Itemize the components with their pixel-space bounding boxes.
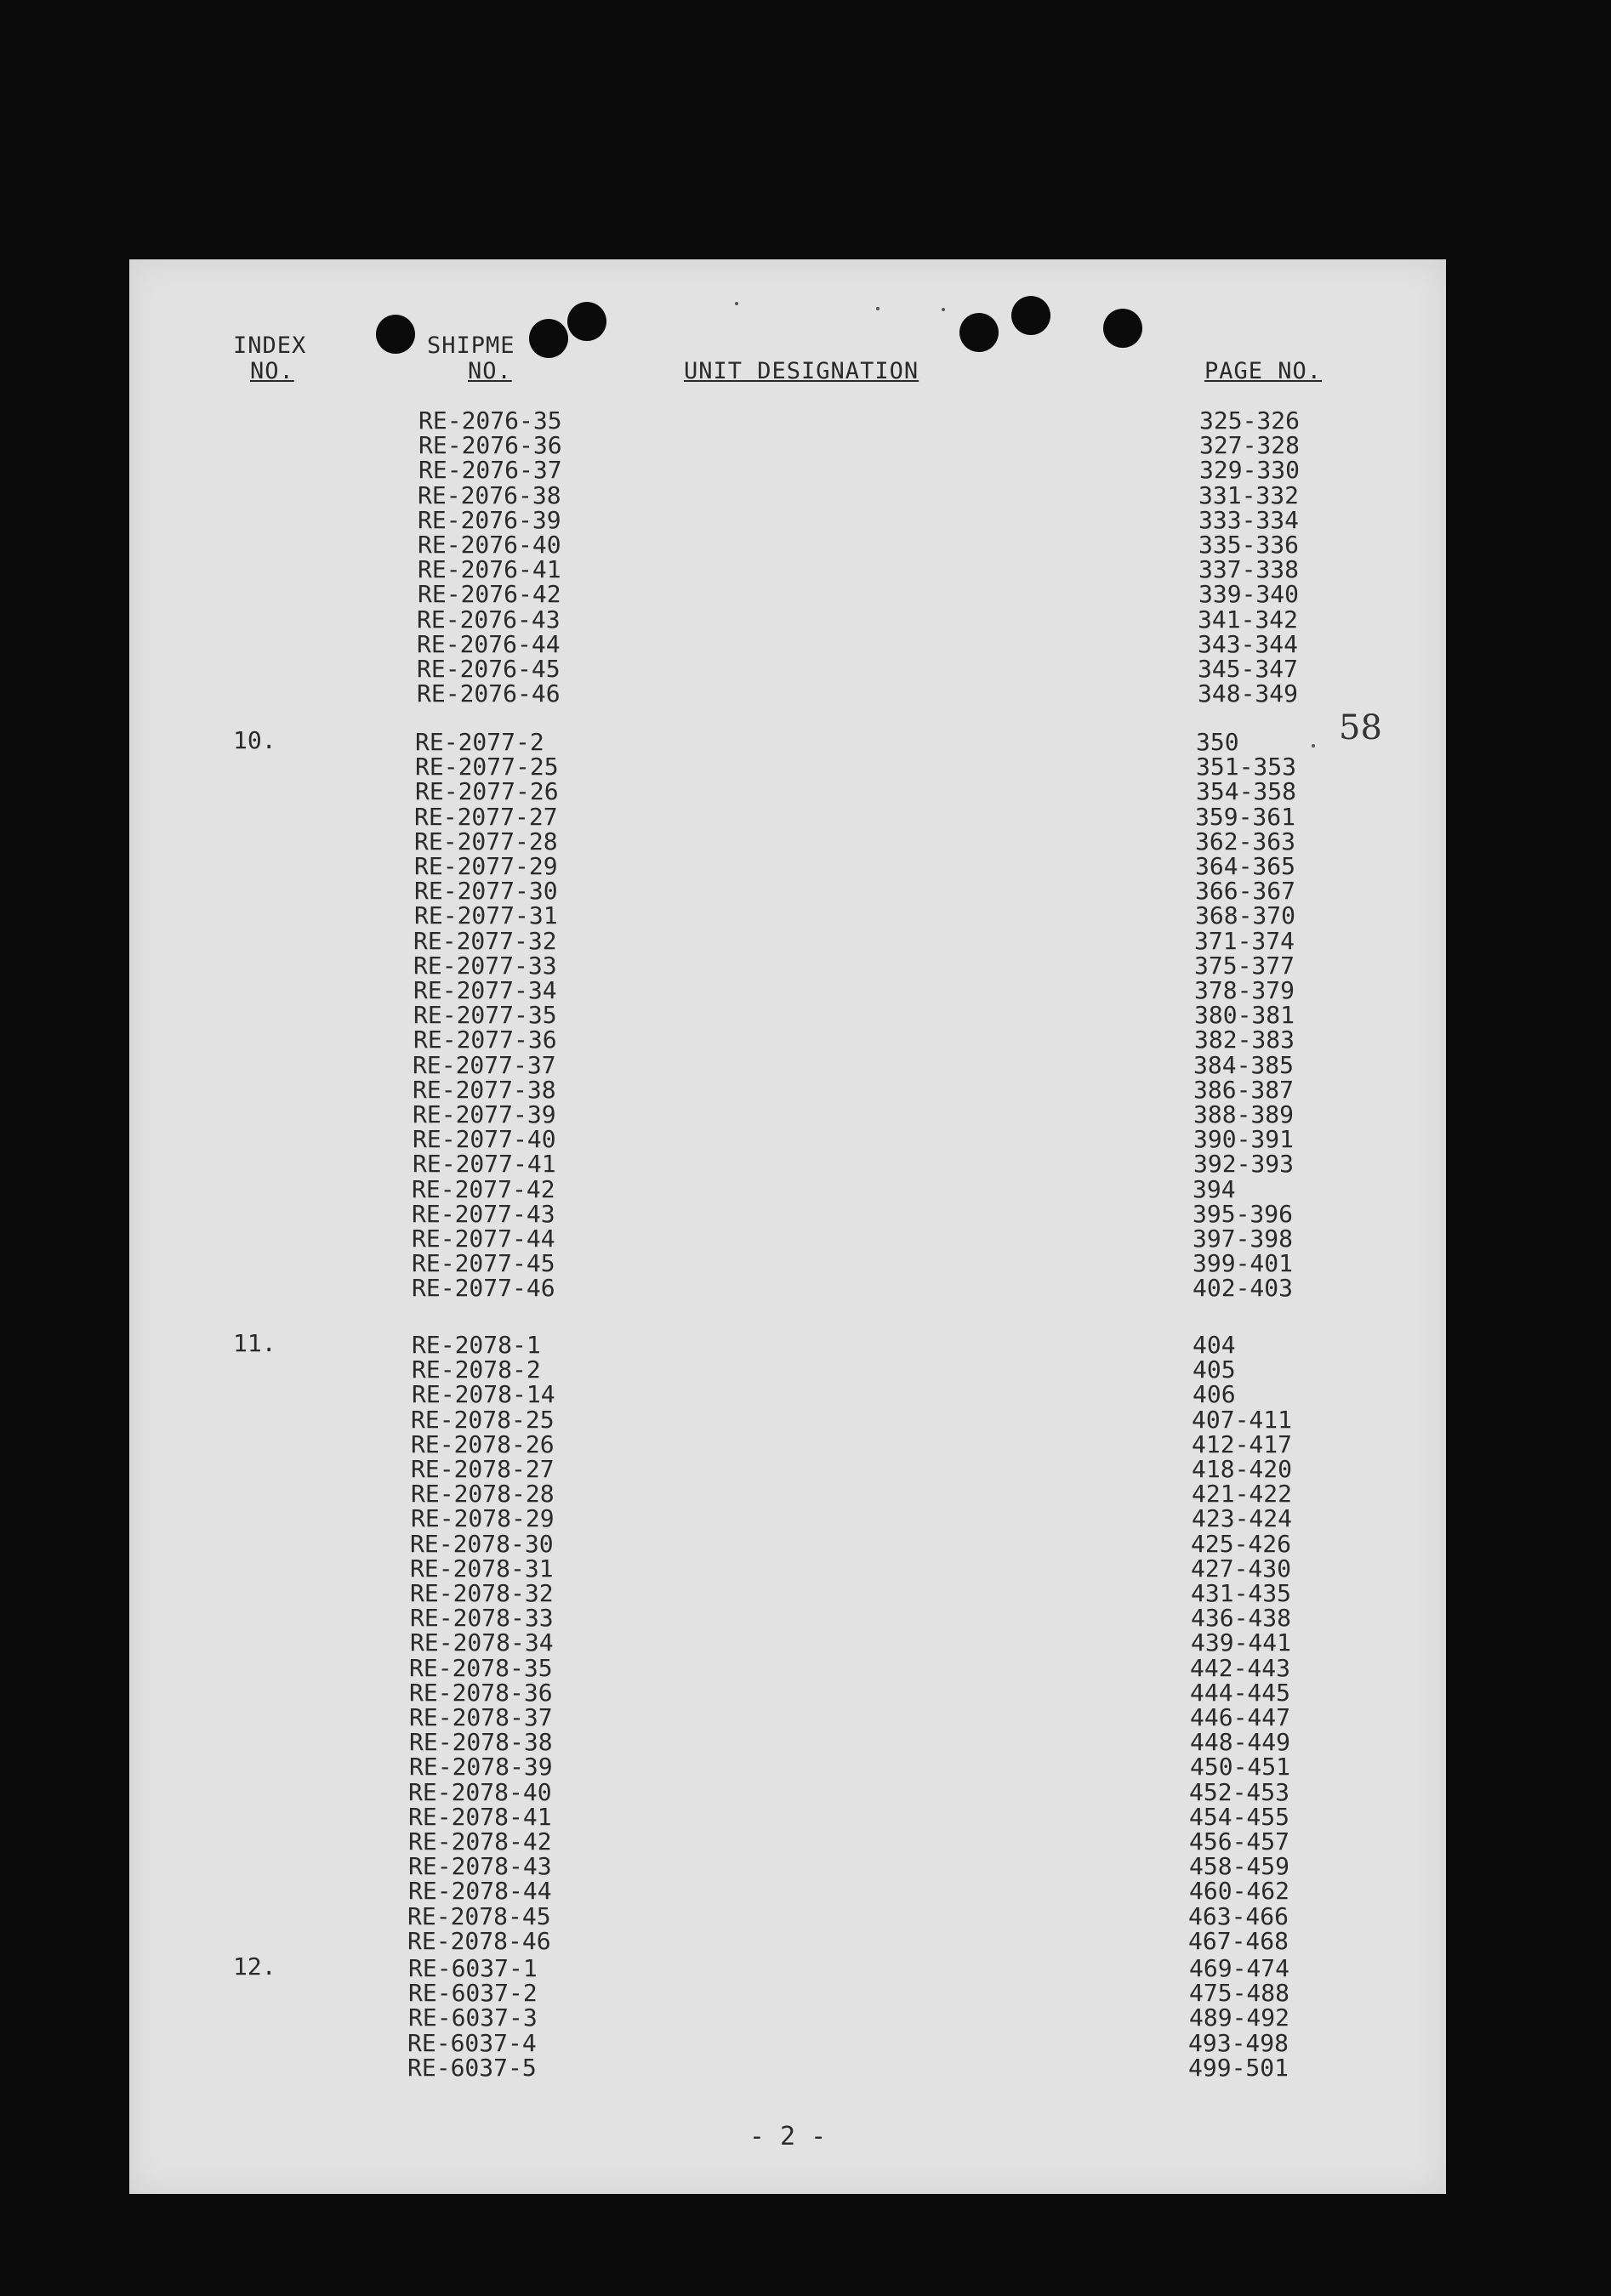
table-row <box>129 555 1300 584</box>
page-range: 345-347 <box>1198 655 1299 683</box>
page-range: 493-498 <box>1188 2028 1289 2057</box>
shipment-number: RE-2076-46 <box>417 679 561 708</box>
shipment-number: RE-2077-35 <box>413 1001 557 1030</box>
page-range: 362-363 <box>1195 827 1296 855</box>
table-row <box>129 1380 1236 1409</box>
table-row <box>129 1199 1294 1228</box>
table-row <box>129 1529 1292 1558</box>
page-footer: - 2 - <box>749 2122 827 2151</box>
page-range: 395-396 <box>1193 1199 1294 1228</box>
page-range: 446-447 <box>1190 1703 1291 1731</box>
index-column-header <box>233 333 306 384</box>
shipment-number: RE-2076-41 <box>418 555 561 584</box>
punch-hole <box>1103 309 1142 348</box>
shipment-number: RE-2077-31 <box>414 901 558 930</box>
shipment-number: RE-2078-1 <box>412 1331 541 1359</box>
page-range: 467-468 <box>1188 1926 1289 1955</box>
shipment-number: RE-2076-37 <box>418 456 562 485</box>
page-range: 450-451 <box>1190 1753 1291 1782</box>
shipment-header-line2: NO. <box>468 358 512 384</box>
table-row <box>129 1026 1295 1054</box>
page-range: 418-420 <box>1192 1455 1293 1483</box>
page-range: 364-365 <box>1195 852 1296 880</box>
table-row <box>129 1852 1290 1881</box>
page-range: 371-374 <box>1194 926 1295 955</box>
shipment-number: RE-2077-26 <box>415 777 559 806</box>
speck <box>1312 744 1315 747</box>
page-range: 452-453 <box>1189 1777 1290 1806</box>
page-range: 412-417 <box>1192 1429 1293 1458</box>
shipment-number: RE-2076-35 <box>418 406 562 435</box>
shipment-number: RE-2078-2 <box>412 1355 541 1384</box>
index-number: 11. <box>233 1329 276 1357</box>
shipment-number: RE-2076-45 <box>417 655 561 683</box>
page-range: 404 <box>1193 1331 1236 1359</box>
shipment-number: RE-2078-45 <box>407 1901 551 1930</box>
page-range: 439-441 <box>1191 1628 1292 1657</box>
table-row <box>129 531 1300 559</box>
shipment-number: RE-2076-38 <box>418 480 561 509</box>
page-range: 394 <box>1193 1174 1236 1203</box>
table-row <box>129 1429 1293 1458</box>
table-row <box>129 827 1296 855</box>
table-row <box>129 852 1296 880</box>
page-range: 354-358 <box>1196 777 1297 806</box>
table-row <box>129 406 1301 435</box>
shipment-number: RE-2078-41 <box>408 1802 552 1831</box>
punch-hole <box>376 315 415 354</box>
shipment-number: RE-2078-46 <box>407 1926 551 1955</box>
shipment-number: RE-2078-38 <box>409 1728 553 1757</box>
speck <box>942 308 945 311</box>
table-row <box>129 2028 1289 2057</box>
page-range: 399-401 <box>1193 1249 1294 1278</box>
table-row <box>129 1150 1295 1179</box>
table-row <box>129 456 1301 485</box>
table-row <box>129 679 1299 708</box>
shipment-number: RE-2078-29 <box>411 1504 555 1533</box>
table-row <box>129 1504 1293 1533</box>
table-row <box>129 1075 1295 1104</box>
table-row <box>129 2003 1290 2032</box>
table-row <box>129 655 1299 683</box>
table-row <box>129 1405 1293 1434</box>
shipment-number: RE-2077-46 <box>412 1274 555 1303</box>
margin-note: 58 <box>1339 708 1382 747</box>
shipment-number: RE-2077-36 <box>413 1026 557 1054</box>
page-range: 350 <box>1196 728 1239 756</box>
page-range: 325-326 <box>1199 406 1301 435</box>
punch-hole <box>567 302 606 341</box>
speck <box>735 302 738 305</box>
unit-designation-header: UNIT DESIGNATION <box>684 358 919 384</box>
page-range: 327-328 <box>1199 431 1301 460</box>
shipment-number: RE-2078-32 <box>410 1579 554 1607</box>
shipment-number: RE-2078-36 <box>409 1678 553 1707</box>
shipment-number: RE-2076-43 <box>417 605 561 634</box>
shipment-number: RE-2078-25 <box>411 1405 555 1434</box>
shipment-number: RE-2078-31 <box>410 1554 554 1583</box>
shipment-number: RE-2077-42 <box>412 1174 555 1203</box>
shipment-header-line1: SHIPME <box>427 332 515 359</box>
page-range: 421-422 <box>1192 1480 1293 1509</box>
shipment-number: RE-2077-44 <box>412 1225 555 1253</box>
table-row <box>129 1926 1289 1955</box>
table-row <box>129 1653 1291 1682</box>
page-range: 475-488 <box>1189 1979 1290 2008</box>
page-range: 448-449 <box>1190 1728 1291 1757</box>
shipment-number: RE-6037-4 <box>407 2028 537 2057</box>
shipment-number: RE-2078-37 <box>409 1703 553 1731</box>
shipment-number: RE-2078-28 <box>411 1480 555 1509</box>
page-range: 463-466 <box>1188 1901 1289 1930</box>
shipment-number: RE-2077-45 <box>412 1249 555 1278</box>
page-range: 407-411 <box>1192 1405 1293 1434</box>
shipment-number: RE-2077-28 <box>414 827 558 855</box>
table-row <box>129 480 1300 509</box>
page-range: 388-389 <box>1193 1100 1295 1128</box>
table-row <box>129 1001 1295 1030</box>
table-row <box>129 951 1295 980</box>
table-row <box>129 1125 1295 1154</box>
shipment-number: RE-6037-2 <box>408 1979 538 2008</box>
shipment-number: RE-2077-41 <box>413 1150 556 1179</box>
table-row <box>129 1480 1293 1509</box>
shipment-number: RE-2078-43 <box>408 1852 552 1881</box>
table-row <box>129 580 1300 609</box>
table-row <box>129 1728 1291 1757</box>
table-row <box>129 605 1299 634</box>
table-row <box>129 1901 1289 1930</box>
page-range: 329-330 <box>1199 456 1301 485</box>
page-range: 375-377 <box>1194 951 1295 980</box>
shipment-number: RE-2078-44 <box>408 1877 552 1906</box>
shipment-number: RE-2077-30 <box>414 877 558 906</box>
page-range: 384-385 <box>1193 1050 1295 1079</box>
shipment-number: RE-2078-40 <box>408 1777 552 1806</box>
shipment-number: RE-2078-14 <box>412 1380 555 1409</box>
shipment-number: RE-6037-3 <box>408 2003 538 2032</box>
table-row <box>129 1100 1295 1128</box>
page-range: 335-336 <box>1198 531 1300 559</box>
table-row <box>129 901 1296 930</box>
table-row <box>129 1579 1292 1607</box>
table-row <box>129 1877 1290 1906</box>
table-row <box>129 976 1295 1004</box>
page-range: 469-474 <box>1189 1954 1290 1982</box>
page-range: 499-501 <box>1188 2053 1289 2082</box>
shipment-number: RE-2078-34 <box>410 1628 554 1657</box>
table-row <box>129 1355 1236 1384</box>
shipment-number: RE-2077-39 <box>413 1100 556 1128</box>
page-range: 454-455 <box>1189 1802 1290 1831</box>
table-row <box>129 877 1296 906</box>
shipment-number: RE-2077-43 <box>412 1199 555 1228</box>
shipment-number: RE-2078-42 <box>408 1827 552 1856</box>
table-row <box>129 1628 1292 1657</box>
table-row <box>129 1455 1293 1483</box>
shipment-number: RE-2076-36 <box>418 431 562 460</box>
table-row <box>129 1554 1292 1583</box>
index-header-line2: NO. <box>250 358 294 384</box>
table-row <box>129 1604 1292 1633</box>
speck <box>876 307 880 310</box>
table-row <box>129 1703 1291 1731</box>
page-range: 378-379 <box>1194 976 1295 1004</box>
page-range: 380-381 <box>1194 1001 1295 1030</box>
table-row <box>129 1802 1290 1831</box>
shipment-number: RE-2078-27 <box>411 1455 555 1483</box>
index-header-line1: INDEX <box>233 332 307 359</box>
punch-hole <box>959 313 999 352</box>
shipment-number: RE-2077-33 <box>413 951 557 980</box>
page-range: 359-361 <box>1195 802 1296 831</box>
shipment-number: RE-2076-42 <box>418 580 561 609</box>
page-range: 368-370 <box>1195 901 1296 930</box>
table-row <box>129 1329 1236 1359</box>
document-page <box>129 259 1446 2194</box>
shipment-number: RE-2078-39 <box>409 1753 553 1782</box>
page-range: 456-457 <box>1189 1827 1290 1856</box>
page-range: 405 <box>1193 1355 1236 1384</box>
shipment-number: RE-2076-39 <box>418 505 561 534</box>
page-range: 402-403 <box>1193 1274 1294 1303</box>
table-row <box>129 1678 1291 1707</box>
page-range: 341-342 <box>1198 605 1299 634</box>
table-row <box>129 1753 1291 1782</box>
shipment-number: RE-2078-35 <box>409 1653 553 1682</box>
table-row <box>129 926 1295 955</box>
table-row <box>129 1050 1295 1079</box>
shipment-number: RE-2078-33 <box>410 1604 554 1633</box>
table-row <box>129 1274 1294 1303</box>
page-range: 348-349 <box>1198 679 1299 708</box>
shipment-number: RE-2077-25 <box>415 753 559 781</box>
page-range: 386-387 <box>1193 1075 1295 1104</box>
shipment-number: RE-2077-2 <box>415 728 544 756</box>
page-range: 390-391 <box>1193 1125 1295 1154</box>
page-range: 489-492 <box>1189 2003 1290 2032</box>
page-range: 436-438 <box>1191 1604 1292 1633</box>
punch-hole <box>529 319 568 358</box>
page-range: 444-445 <box>1190 1678 1291 1707</box>
page-range: 423-424 <box>1192 1504 1293 1533</box>
table-row <box>129 1979 1290 2008</box>
table-row <box>129 1249 1294 1278</box>
page-range: 460-462 <box>1189 1877 1290 1906</box>
table-row <box>129 1777 1290 1806</box>
page-range: 406 <box>1193 1380 1236 1409</box>
shipment-number: RE-2077-38 <box>413 1075 556 1104</box>
page-range: 337-338 <box>1198 555 1300 584</box>
page-range: 425-426 <box>1191 1529 1292 1558</box>
page-range: 333-334 <box>1198 505 1300 534</box>
shipment-number: RE-2077-40 <box>413 1125 556 1154</box>
table-row <box>129 2053 1289 2082</box>
page-range: 343-344 <box>1198 629 1299 658</box>
shipment-number: RE-2078-30 <box>410 1529 554 1558</box>
page-range: 442-443 <box>1190 1653 1291 1682</box>
table-row <box>129 1174 1236 1203</box>
punch-hole <box>1011 296 1050 335</box>
page-range: 427-430 <box>1191 1554 1292 1583</box>
table-row <box>129 726 1239 756</box>
index-number: 10. <box>233 726 276 754</box>
page-range: 366-367 <box>1195 877 1296 906</box>
page-range: 458-459 <box>1189 1852 1290 1881</box>
shipment-number: RE-2077-32 <box>413 926 557 955</box>
shipment-number: RE-2076-44 <box>417 629 561 658</box>
page-range: 431-435 <box>1191 1579 1292 1607</box>
page-range: 392-393 <box>1193 1150 1295 1179</box>
table-row <box>129 777 1297 806</box>
page-number-header: PAGE NO. <box>1204 358 1323 384</box>
index-number: 12. <box>233 1952 276 1981</box>
shipment-number: RE-6037-1 <box>408 1954 538 1982</box>
table-row <box>129 802 1296 831</box>
shipment-number: RE-2076-40 <box>418 531 561 559</box>
page-range: 382-383 <box>1194 1026 1295 1054</box>
table-row <box>129 753 1297 781</box>
shipment-column-header <box>427 333 515 384</box>
page-range: 339-340 <box>1198 580 1300 609</box>
table-row <box>129 505 1300 534</box>
page-range: 331-332 <box>1198 480 1300 509</box>
table-row <box>129 1827 1290 1856</box>
shipment-number: RE-6037-5 <box>407 2053 537 2082</box>
table-row <box>129 629 1299 658</box>
page-range: 397-398 <box>1193 1225 1294 1253</box>
page-range: 351-353 <box>1196 753 1297 781</box>
shipment-number: RE-2078-26 <box>411 1429 555 1458</box>
shipment-number: RE-2077-27 <box>414 802 558 831</box>
shipment-number: RE-2077-34 <box>413 976 557 1004</box>
shipment-number: RE-2077-37 <box>413 1050 556 1079</box>
shipment-number: RE-2077-29 <box>414 852 558 880</box>
table-row <box>129 431 1301 460</box>
table-row <box>129 1225 1294 1253</box>
table-row <box>129 1952 1290 1982</box>
